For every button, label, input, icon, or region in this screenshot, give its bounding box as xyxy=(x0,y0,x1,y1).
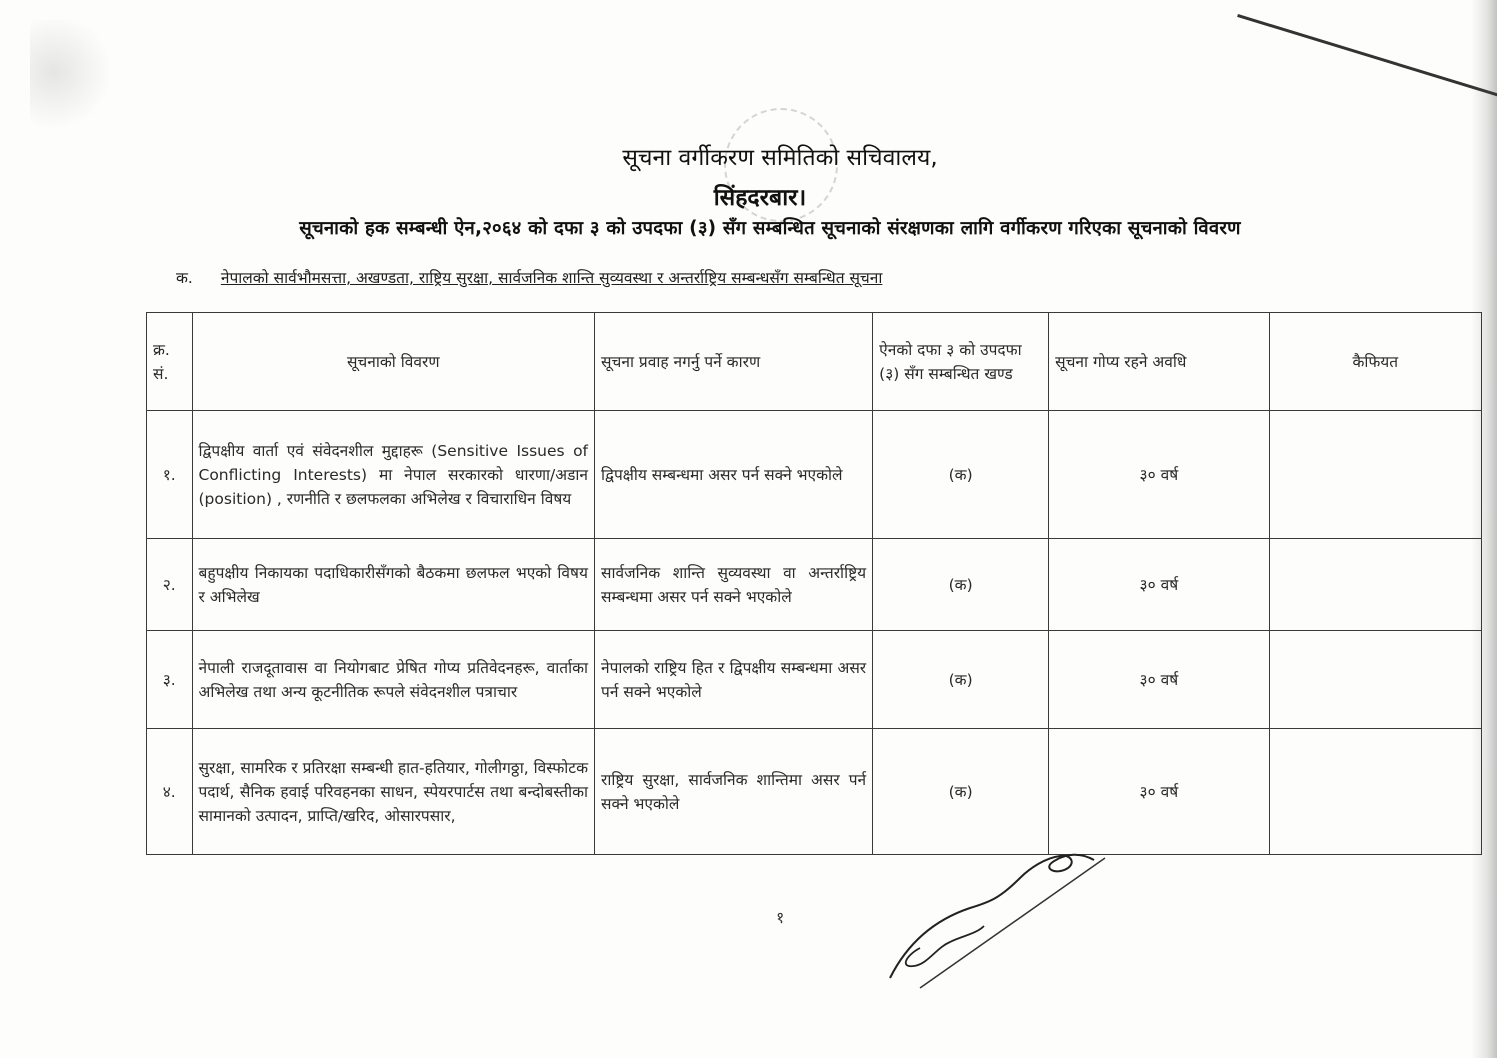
table-header-row xyxy=(147,313,1482,411)
table-row xyxy=(147,539,1482,631)
row-description: बहुपक्षीय निकायका पदाधिकारीसँगको बैठकमा छलफल भएको विषय र अभिलेख xyxy=(192,539,595,631)
handwritten-signature xyxy=(880,838,1110,998)
row-reason: नेपालको राष्ट्रिय हित र द्विपक्षीय सम्बन्धमा असर पर्न सक्ने भएकोले xyxy=(595,631,873,729)
row-remark xyxy=(1269,729,1481,855)
classified-info-table xyxy=(146,312,1482,855)
header-clause: ऐनको दफा ३ को उपदफा (३) सँग सम्बन्धित खण्ड xyxy=(873,313,1049,411)
section-label: क. xyxy=(176,269,193,287)
document-title: सूचनाको हक सम्बन्धी ऐन,२०६४ को दफा ३ को उपदफा (३) सँग सम्बन्धित सूचनाको संरक्षणका लागि वर्गीकरण गरिएका सूचनाको विवरण xyxy=(299,218,1241,239)
row-description: सुरक्षा, सामरिक र प्रतिरक्षा सम्बन्धी हात-हतियार, गोलीगठ्ठा, विस्फोटक पदार्थ, सैनिक हवाई परिवहनका साधन, स्पेयरपार्टस तथा बन्दोबस्तीका सामानको उत्पादन, प्राप्ति/खरिद, ओसारपसार, xyxy=(192,729,595,855)
row-serial-number: ४. xyxy=(147,729,193,855)
row-clause: (क) xyxy=(873,729,1049,855)
table-row xyxy=(147,729,1482,855)
scan-mark-line xyxy=(1237,14,1497,96)
section-heading xyxy=(176,266,1116,288)
page-number: १ xyxy=(776,908,785,927)
section-title: नेपालको सार्वभौमसत्ता, अखण्डता, राष्ट्रिय सुरक्षा, सार्वजनिक शान्ति सुव्यवस्था र अन्तर्राष्ट्रिय सम्बन्धसँग सम्बन्धित सूचना xyxy=(220,269,883,287)
row-description: द्विपक्षीय वार्ता एवं संवेदनशील मुद्दाहरू (Sensitive Issues of Conflicting Interests) मा नेपाल सरकारको धारणा/अडान (position) , रणनीति र छलफलका अभिलेख र विचाराधिन विषय xyxy=(192,411,595,539)
header-period: सूचना गोप्य रहने अवधि xyxy=(1049,313,1269,411)
row-clause: (क) xyxy=(873,539,1049,631)
row-serial-number: १. xyxy=(147,411,193,539)
row-remark xyxy=(1269,411,1481,539)
row-serial-number: ३. xyxy=(147,631,193,729)
scan-speckle xyxy=(30,20,110,150)
row-clause: (क) xyxy=(873,411,1049,539)
office-name: सूचना वर्गीकरण समितिको सचिवालय, xyxy=(622,145,938,171)
header-remark: कैफियत xyxy=(1269,313,1481,411)
row-period: ३० वर्ष xyxy=(1049,631,1269,729)
row-reason: द्विपक्षीय सम्बन्धमा असर पर्न सक्ने भएकोले xyxy=(595,411,873,539)
row-remark xyxy=(1269,539,1481,631)
row-period: ३० वर्ष xyxy=(1049,539,1269,631)
row-clause: (क) xyxy=(873,631,1049,729)
row-period: ३० वर्ष xyxy=(1049,729,1269,855)
header-description: सूचनाको विवरण xyxy=(192,313,595,411)
row-remark xyxy=(1269,631,1481,729)
row-description: नेपाली राजदूतावास वा नियोगबाट प्रेषित गोप्य प्रतिवेदनहरू, वार्ताका अभिलेख तथा अन्य कूटनीतिक रूपले संवेदनशील पत्राचार xyxy=(192,631,595,729)
header-reason: सूचना प्रवाह नगर्नु पर्ने कारण xyxy=(595,313,873,411)
row-reason: सार्वजनिक शान्ति सुव्यवस्था वा अन्तर्राष्ट्रिय सम्बन्धमा असर पर्न सक्ने भएकोले xyxy=(595,539,873,631)
office-place: सिंहदरबार। xyxy=(713,185,807,211)
table-row xyxy=(147,631,1482,729)
row-period: ३० वर्ष xyxy=(1049,411,1269,539)
header-serial-number: क्र. सं. xyxy=(147,313,193,411)
row-serial-number: २. xyxy=(147,539,193,631)
row-reason: राष्ट्रिय सुरक्षा, सार्वजनिक शान्तिमा असर पर्न सक्ने भएकोले xyxy=(595,729,873,855)
table-row xyxy=(147,411,1482,539)
